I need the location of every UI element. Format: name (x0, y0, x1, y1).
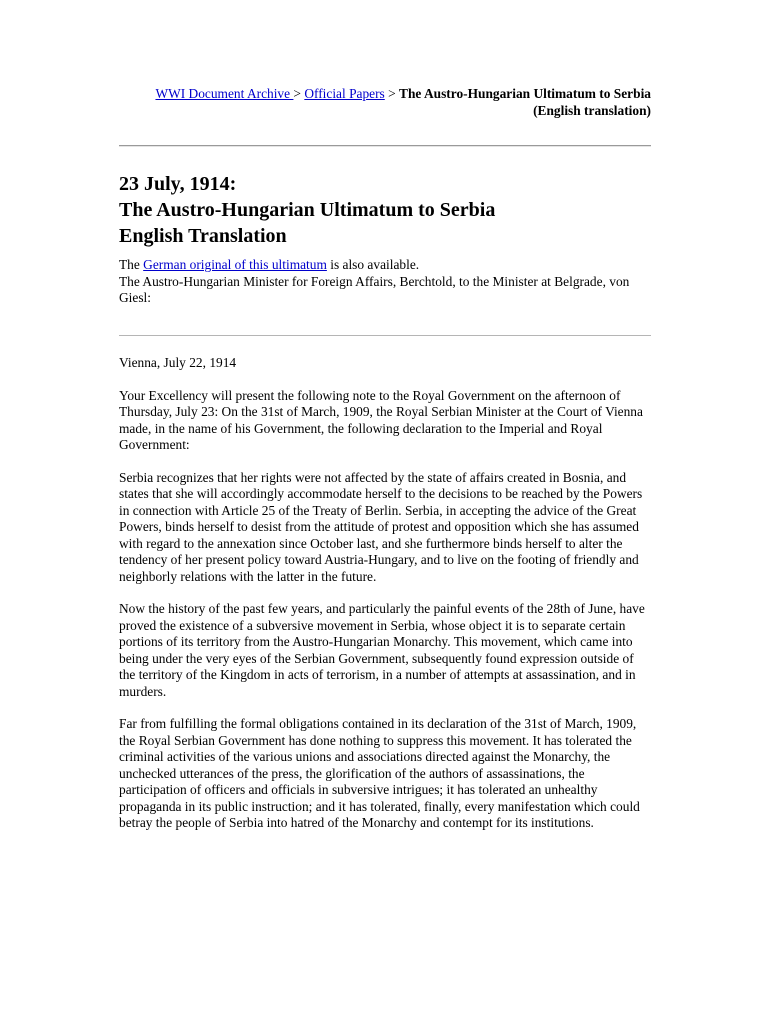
section-divider (119, 335, 651, 336)
title-date: 23 July, 1914: (119, 173, 237, 195)
breadcrumb-separator: > (293, 86, 305, 101)
intro-prefix: The (119, 257, 144, 272)
paragraph-4: Far from fulfilling the formal obligations contained in its declaration of the 31st of March, 1909, the Royal Serbian Government has done nothing to suppress this movement. It has tolerated the criminal activities of the various unions and associations directed against the Monarchy, the unchecked utterances of the press, the glorification of the authors of assassinations, the participation of officers and officials in subversive intrigues; it has tolerated an unhealthy propaganda in its public instruction; and it has tolerated, finally, every manifestation which could betray the people of Serbia into hatred of the Monarchy and contempt for its institutions. (119, 716, 640, 830)
intro-suffix: is also available. (326, 257, 420, 272)
document-body (119, 355, 651, 848)
intro-section (119, 257, 651, 307)
intro-availability-line (119, 257, 651, 274)
breadcrumb-link-official-papers[interactable]: Official Papers (304, 86, 385, 101)
breadcrumb (119, 85, 651, 119)
paragraph-2: Serbia recognizes that her rights were not affected by the state of affairs created in Bosnia, and states that she will accordingly accommodate herself to the decisions to be reached by the Powers in connection with Article 25 of the Treaty of Berlin. Serbia, in accepting the advice of the Great Powers, binds herself to desist from the attitude of protest and opposition which she has assumed with regard to the annexation since October last, and she furthermore binds herself to alter the tendency of her present policy toward Austria-Hungary, and to live on the footing of friendly and neighborly relations with the latter in the future. (119, 469, 643, 584)
paragraph-3: Now the history of the past few years, and particularly the painful events of the 28th of June, have proved the existence of a subversive movement in Serbia, whose object it is to separate certain portions of its territory from the Austro-Hungarian Monarchy. This movement, which came into being under the very eyes of the Serbian Government, subsequently found expression outside of the territory of the Kingdom in acts of terrorism, in a number of attempts at assassination, and in murders. (119, 601, 645, 699)
title-main: The Austro-Hungarian Ultimatum to Serbia (119, 199, 496, 221)
breadcrumb-link-archive[interactable]: WWI Document Archive (155, 86, 294, 101)
german-original-link[interactable]: German original of this ultimatum (143, 257, 327, 272)
breadcrumb-separator: > (384, 86, 400, 101)
header-divider (119, 145, 651, 147)
title-subtitle: English Translation (119, 225, 287, 247)
breadcrumb-current-page: The Austro-Hungarian Ultimatum to Serbia (English translation) (399, 86, 651, 118)
paragraph-1: Your Excellency will present the following note to the Royal Government on the afternoon of Thursday, July 23: On the 31st of March, 1909, the Royal Serbian Minister at the Court of Vienna made, in the name of his Government, the following declaration to the Imperial and Royal Government: (119, 387, 643, 452)
page-title (119, 171, 651, 249)
dateline: Vienna, July 22, 1914 (119, 355, 237, 370)
intro-addressee: The Austro-Hungarian Minister for Foreign Affairs, Berchtold, to the Minister at Belgrade, von Giesl: (119, 273, 630, 305)
